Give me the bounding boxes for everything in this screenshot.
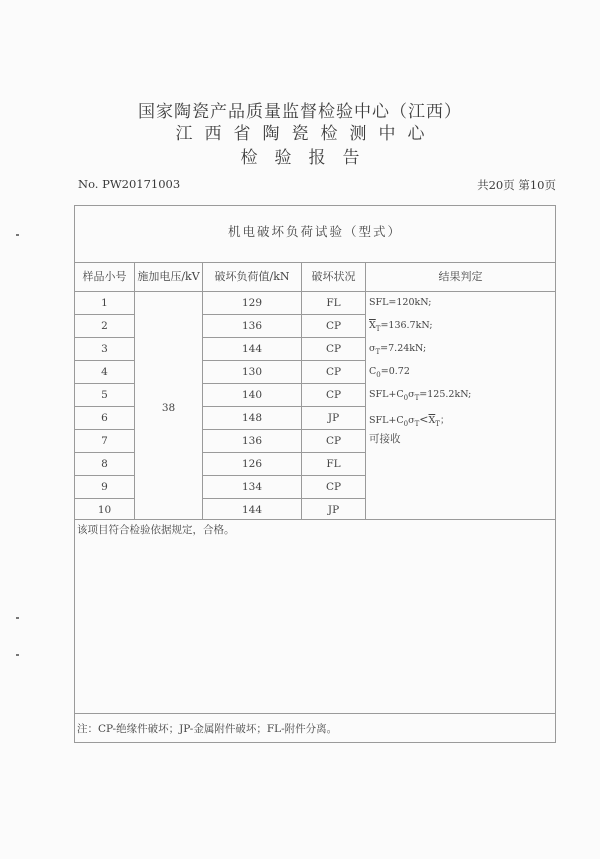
report-number: No. PW20171003 [78, 177, 181, 191]
table-row-load: 148 [241, 412, 263, 424]
table-row-state: CP [325, 366, 342, 378]
voltage-value: 38 [161, 402, 176, 414]
result-c0: $C_0=0.72$ [369, 366, 410, 379]
test-title: 机电破坏负荷试验（型式） [227, 224, 402, 239]
margin-mark [16, 234, 19, 236]
margin-mark [16, 617, 19, 619]
col-header-voltage: 施加电压/kV [137, 270, 200, 283]
table-row-no: 3 [101, 343, 108, 355]
table-row-state: CP [325, 481, 342, 493]
table-row-no: 7 [101, 435, 108, 447]
table-row-no: 5 [101, 389, 108, 401]
table-row-no: 8 [101, 458, 108, 470]
table-row-load: 136 [241, 435, 263, 447]
result-std-dev: $\sigma_T=7.24kN$; [369, 343, 427, 356]
header-line-3: 检验报告 [240, 148, 377, 168]
margin-mark [16, 654, 19, 656]
result-formula-2: $SFL+C_0\sigma_T<\overline{X}_T$； [369, 413, 450, 428]
footnote-text: 注：CP-绝缘件破坏；JP-金属附件破坏；FL-附件分离。 [77, 723, 338, 735]
table-row-no: 9 [101, 481, 108, 493]
col-header-load: 破坏负荷值/kN [214, 270, 290, 283]
result-sfl: SFL=120kN; [369, 297, 432, 308]
table-row-load: 144 [241, 343, 263, 355]
table-row-state: CP [325, 435, 342, 447]
table-row-no: 4 [101, 366, 108, 378]
col-header-state: 破坏状况 [311, 270, 356, 283]
table-row-state: CP [325, 389, 342, 401]
table-row-state: FL [326, 458, 341, 470]
col-header-result: 结果判定 [438, 270, 483, 283]
table-row-state: FL [326, 297, 341, 309]
table-row-load: 130 [241, 366, 263, 378]
table-row-state: JP [327, 504, 340, 516]
page-info: 共20页 第10页 [477, 178, 556, 192]
table-row-no: 2 [101, 320, 108, 332]
table-row-state: CP [325, 320, 342, 332]
conclusion-text: 该项目符合检验依据规定，合格。 [77, 524, 235, 536]
table-row-no: 6 [101, 412, 108, 424]
result-verdict: 可接收 [369, 433, 401, 445]
col-header-sample-no: 样品小号 [82, 270, 127, 283]
header-line-1: 国家陶瓷产品质量监督检验中心（江西） [138, 102, 462, 122]
table-row-load: 144 [241, 504, 263, 516]
table-row-no: 10 [97, 504, 112, 516]
table-row-load: 136 [241, 320, 263, 332]
table-row-load: 129 [241, 297, 263, 309]
table-row-state: JP [327, 412, 340, 424]
table-row-load: 134 [241, 481, 263, 493]
header-line-2: 江西省陶瓷检测中心 [175, 124, 437, 144]
table-row-load: 140 [241, 389, 263, 401]
table-row-state: CP [325, 343, 342, 355]
table-row-load: 126 [241, 458, 263, 470]
result-formula-1: $SFL+C_0\sigma_T=125.2kN$; [369, 389, 472, 402]
table-row-no: 1 [101, 297, 108, 309]
result-mean: $\overline{X}_T=136.7kN$; [369, 320, 433, 333]
